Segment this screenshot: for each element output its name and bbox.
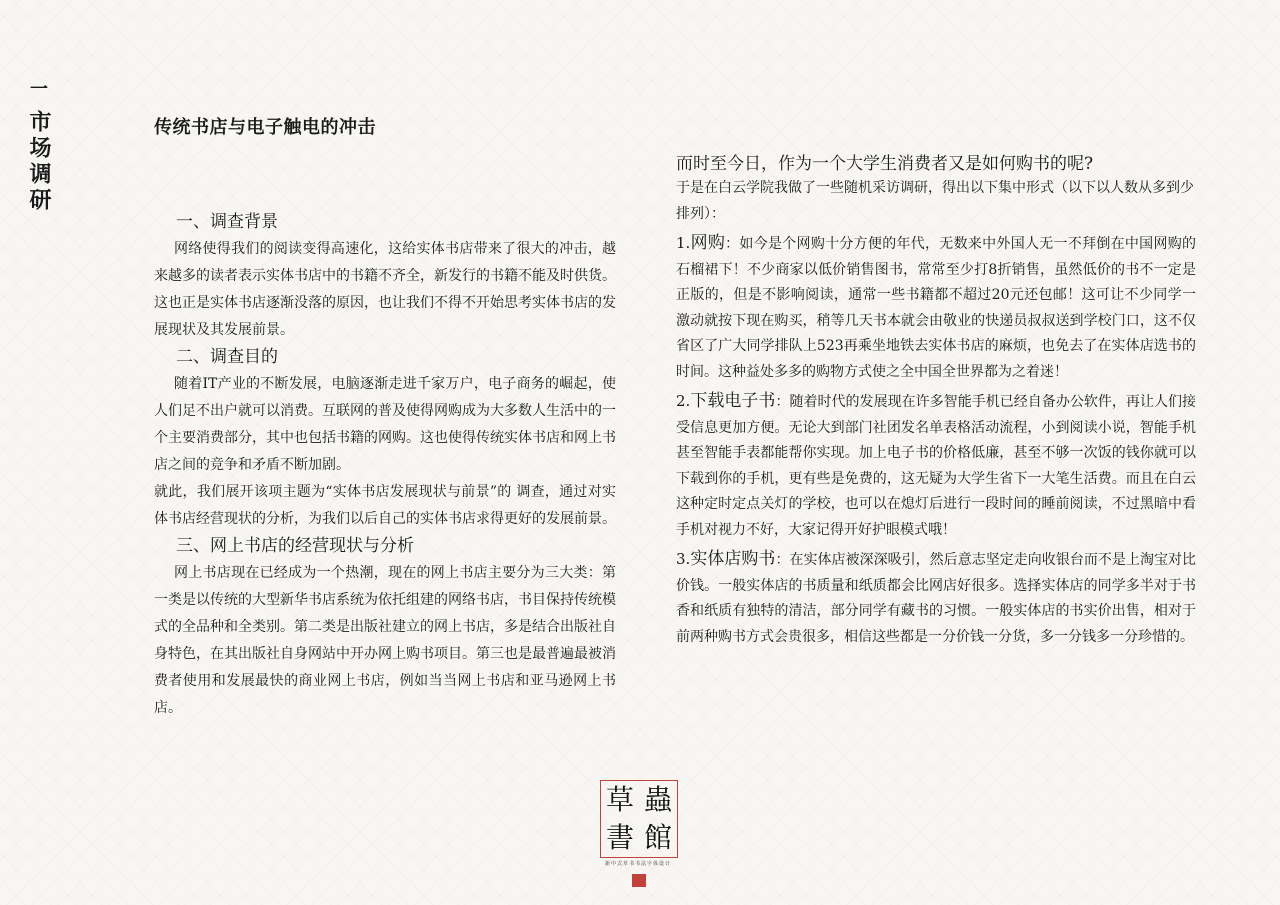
section-heading-purpose: 二、调查目的 <box>176 347 278 367</box>
section-label-text: 市场调研 <box>26 110 52 214</box>
section-label-dash: 一 <box>30 79 48 100</box>
section-heading-online-stores: 三、网上书店的经营现状与分析 <box>176 536 414 556</box>
logo-char: 館 <box>643 821 672 854</box>
item-number: 3. <box>676 550 691 568</box>
brand-logo <box>600 780 678 858</box>
paragraph-purpose-2: 就此，我们展开该项主题为“实体书店发展现状与前景”的 调查，通过对实体书店经营现状的分析，为我们以后自己的实体书店求得更好的发展前景。 <box>154 484 616 527</box>
item-number: 2. <box>676 392 691 410</box>
item-number: 1. <box>676 234 691 252</box>
left-column <box>154 209 616 722</box>
paragraph-online-stores: 网上书店现在已经成为一个热潮，现在的网上书店主要分为三大类：第一类是以传统的大型新华书店系统为依托组建的网络书店，书目保持传统模式的全品种和全类别。第二类是出版社建立的网上书店，多是结合出版社自身特色，在其出版社自身网站中开办网上购书项目。第三也是最普遍最被消费者使用和发展最快的商业网上书店，例如当当网上书店和亚马逊网上书店。 <box>154 565 616 716</box>
logo-char: 書 <box>605 821 634 854</box>
survey-item-ebooks <box>676 389 1196 543</box>
logo-caption: 新中式草书书法字体设计 <box>604 861 671 867</box>
item-text: ：如今是个网购十分方便的年代，无数来中外国人无一不拜倒在中国网购的石榴裙下！不少商家以低价销售图书，常常至少打8折销售，虽然低价的书不一定是正版的，但是不影响阅读，通常一些书籍都不超过20元还包邮！这可让不少同学一激动就按下现在购买，稍等几天书本就会由敬业的快递员叔叔送到学校门口，这不仅省区了广大同学排队上523再乘坐地铁去实体书店的麻烦，也免去了在实体店选书的时间。这种益处多多的购物方式使之全中国全世界都为之着迷！ <box>676 236 1197 380</box>
paragraph-purpose: 随着IT产业的不断发展，电脑逐渐走进千家万户，电子商务的崛起，使人们足不出户就可以消费。互联网的普及使得网购成为大多数人生活中的一个主要消费部分，其中也包括书籍的网购。这也使得传统实体书店和网上书店之间的竞争和矛盾不断加剧。 <box>154 376 616 473</box>
logo-char: 草 <box>605 783 634 816</box>
survey-question: 而时至今日，作为一个大学生消费者又是如何购书的呢? <box>676 154 1094 174</box>
red-seal-icon <box>632 874 646 887</box>
item-keyword: 网购 <box>690 233 726 253</box>
page-title: 传统书店与电子触电的冲击 <box>154 117 376 138</box>
item-text: ：在实体店被深深吸引，然后意志坚定走向收银台而不是上淘宝对比价钱。一般实体店的书质量和纸质都会比网店好很多。选择实体店的同学多半对于书香和纸质有独特的清洁，部分同学有藏书的习惯。一般实体店的书实价出售，相对于前两种购书方式会贵很多，相信这些都是一分价钱一分货，多一分钱多一分珍惜的。 <box>676 552 1197 645</box>
section-heading-background: 一、调查背景 <box>176 212 278 232</box>
survey-item-online-shopping <box>676 231 1196 385</box>
logo-char: 蟲 <box>643 783 672 816</box>
survey-item-physical-store <box>676 547 1196 650</box>
survey-intro: 于是在白云学院我做了一些随机采访调研，得出以下集中形式（以下以人数从多到少排列）： <box>676 180 1194 222</box>
section-label <box>22 80 56 214</box>
item-keyword: 实体店购书 <box>690 549 776 569</box>
right-column <box>676 152 1196 650</box>
item-keyword: 下载电子书 <box>690 391 776 411</box>
item-text: ：随着时代的发展现在许多智能手机已经自备办公软件，再让人们接受信息更加方便。无论大到部门社团发名单表格活动流程，小到阅读小说，智能手机甚至智能手表都能帮你实现。加上电子书的价格低廉，甚至不够一次饭的钱你就可以下载到你的手机，更有些是免费的，这无疑为大学生省下一大笔生活费。而且在白云这种定时定点关灯的学校，也可以在熄灯后进行一段时间的睡前阅读，不过黑暗中看手机对视力不好，大家记得开好护眼模式哦！ <box>676 394 1197 538</box>
paragraph-background: 网络使得我们的阅读变得高速化，这给实体书店带来了很大的冲击，越来越多的读者表示实体书店中的书籍不齐全，新发行的书籍不能及时供货。这也正是实体书店逐渐没落的原因，也让我们不得不开始思考实体书店的发展现状及其发展前景。 <box>154 241 616 338</box>
